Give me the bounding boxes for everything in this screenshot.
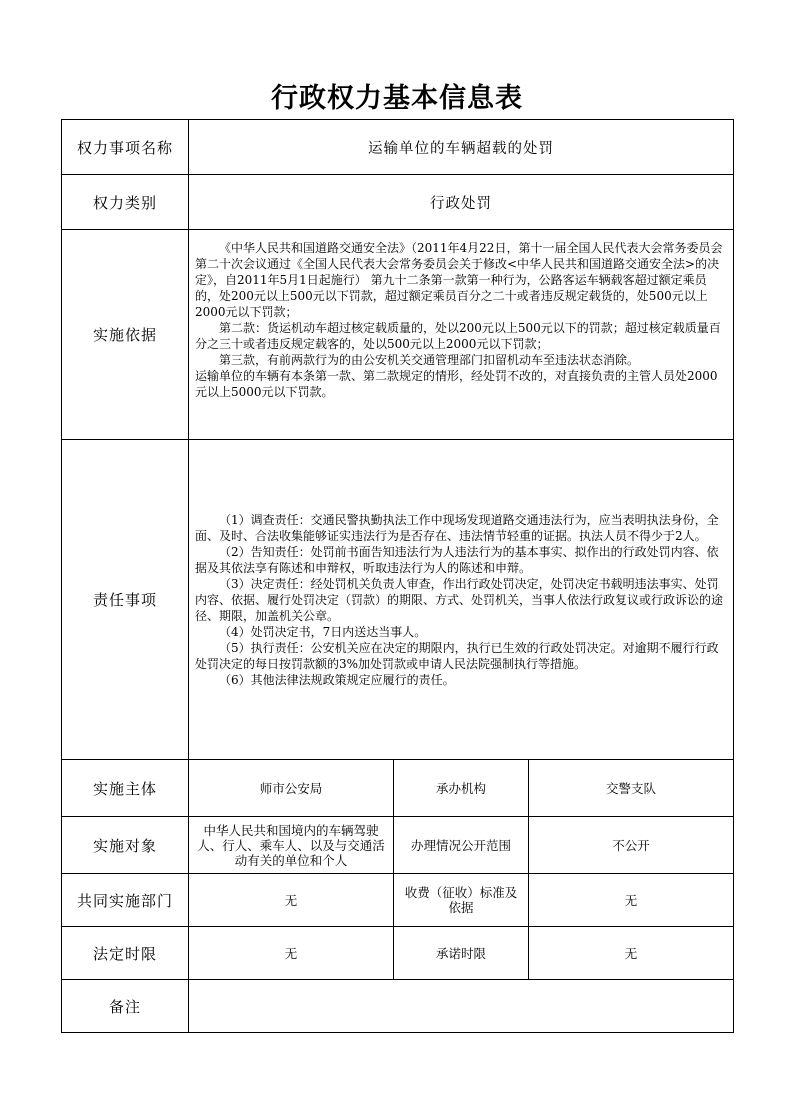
- remarks-label: 备注: [62, 980, 189, 1033]
- promise-limit-value: 无: [529, 927, 734, 980]
- disclosure-value: 不公开: [529, 817, 734, 874]
- row-item-name: [62, 120, 734, 175]
- subject-label: 实施主体: [62, 760, 189, 817]
- joint-label: 共同实施部门: [62, 874, 189, 927]
- basis-label: 实施依据: [62, 230, 189, 440]
- category-value: 行政处罚: [189, 175, 734, 230]
- duties-content: [189, 440, 734, 760]
- promise-limit-label: 承诺时限: [394, 927, 529, 980]
- row-duties: [62, 440, 734, 760]
- basis-content: [189, 230, 734, 440]
- time-limit-label: 法定时限: [62, 927, 189, 980]
- row-remarks: [62, 980, 734, 1033]
- target-label: 实施对象: [62, 817, 189, 874]
- agency-label: 承办机构: [394, 760, 529, 817]
- basis-paragraph: 《中华人民共和国道路交通安全法》（2011年4月22日，第十一届全国人民代表大会常务委员会第二十次会议通过《全国人民代表大会常务委员会关于修改<中华人民共和国道路交通安全法>的决定》，自2011年5月1日起施行） 第九十二条第一款第一种行为，公路客运车辆载客超过额定乘员的，处200元以上500元以下罚款，超过额定乘员百分之二十或者违反规定载货的，处500元以上2000元以下罚款；: [195, 241, 723, 319]
- item-name-label: 权力事项名称: [62, 120, 189, 175]
- time-limit-value: 无: [189, 927, 394, 980]
- basis-paragraph: 第三款，有前两款行为的由公安机关交通管理部门扣留机动车至违法状态消除。: [219, 353, 640, 367]
- duty-paragraph: （6）其他法律法规政策规定应履行的责任。: [219, 672, 455, 687]
- row-time-limit: [62, 927, 734, 980]
- basis-paragraph: 运输单位的车辆有本条第一款、第二款规定的情形，经处罚不改的，对直接负责的主管人员处2000元以上5000元以下罚款。: [195, 369, 718, 399]
- duty-paragraph: （3）决定责任：经处罚机关负责人审查，作出行政处罚决定，处罚决定书载明违法事实、处罚内容、依据、履行处罚决定（罚款）的期限、方式、处罚机关，当事人依法行政复议或行政诉讼的途径、期限，加盖机关公章。: [195, 576, 724, 623]
- duties-label: 责任事项: [62, 440, 189, 760]
- row-target: [62, 817, 734, 874]
- target-value: 中华人民共和国境内的车辆驾驶人、行人、乘车人、以及与交通活动有关的单位和个人: [189, 817, 394, 874]
- row-subject: [62, 760, 734, 817]
- disclosure-label: 办理情况公开范围: [394, 817, 529, 874]
- row-basis: [62, 230, 734, 440]
- category-label: 权力类别: [62, 175, 189, 230]
- item-name-value: 运输单位的车辆超载的处罚: [189, 120, 734, 175]
- remarks-value: [189, 980, 734, 1033]
- duty-paragraph: （5）执行责任：公安机关应在决定的期限内，执行已生效的行政处罚决定。对逾期不履行行政处罚决定的每日按罚款额的3%加处罚款或申请人民法院强制执行等措施。: [195, 640, 719, 671]
- basis-paragraph: 第二款：货运机动车超过核定载质量的，处以200元以上500元以下的罚款；超过核定载质量百分之三十或者违反规定载客的，处以500元以上2000元以下罚款；: [195, 321, 721, 351]
- row-joint: [62, 874, 734, 927]
- fee-value: 无: [529, 874, 734, 927]
- duty-paragraph: （2）告知责任：处罚前书面告知违法行为人违法行为的基本事实、拟作出的行政处罚内容、依据及其依法享有陈述和申辩权，听取违法行为人的陈述和申辩。: [195, 544, 719, 575]
- joint-value: 无: [189, 874, 394, 927]
- page-title: 行政权力基本信息表: [271, 83, 523, 114]
- info-table: [61, 119, 734, 1033]
- duty-paragraph: （1）调查责任：交通民警执勤执法工作中现场发现道路交通违法行为，应当表明执法身份，全面、及时、合法收集能够证实违法行为是否存在、违法情节轻重的证据。执法人员不得少于2人。: [195, 512, 719, 543]
- row-category: [62, 175, 734, 230]
- subject-value: 师市公安局: [189, 760, 394, 817]
- duty-paragraph: （4）处罚决定书，7日内送达当事人。: [219, 624, 427, 639]
- agency-value: 交警支队: [529, 760, 734, 817]
- fee-label: 收费（征收）标准及依据: [394, 874, 529, 927]
